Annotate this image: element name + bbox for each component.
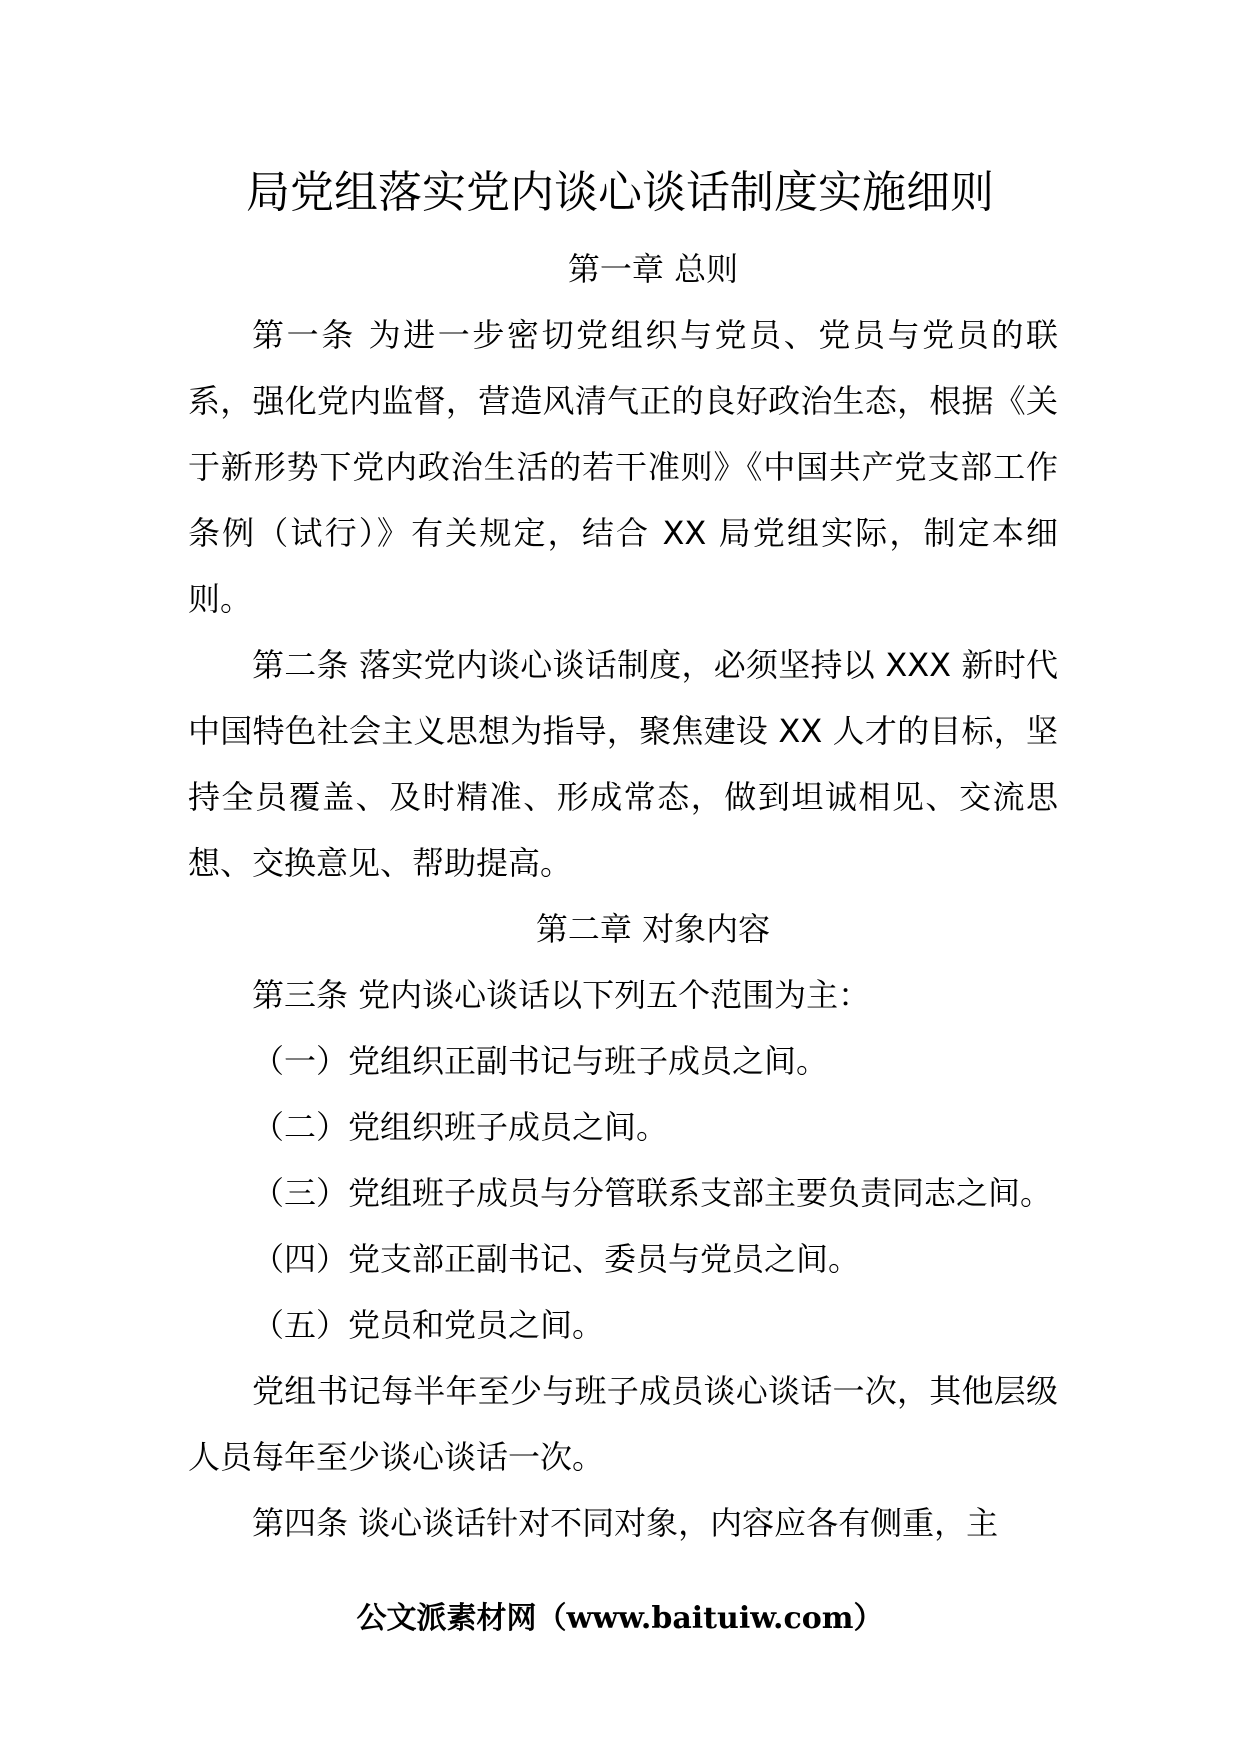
scope-item-2: （二）党组织班子成员之间。 <box>252 1108 669 1146</box>
frequency-paragraph: 党组书记每半年至少与班子成员谈心谈话一次，其他层级人员每年至少谈心谈话一次。 <box>188 1372 1058 1476</box>
chapter-heading-1: 第一章 总则 <box>567 250 739 288</box>
article-2: 第二条 落实党内谈心谈话制度，必须坚持以 XXX 新时代中国特色社会主义思想为指导，聚焦建设 XX 人才的目标，坚持全员覆盖、及时精准、形成常态，做到坦诚相见、交流思想、交换意见、帮助提高。 <box>188 646 1058 882</box>
document-body <box>188 236 1058 1556</box>
document-title: 局党组落实党内谈心谈话制度实施细则 <box>246 167 994 218</box>
scope-item-4: （四）党支部正副书记、委员与党员之间。 <box>252 1240 861 1278</box>
article-1: 第一条 为进一步密切党组织与党员、党员与党员的联系，强化党内监督，营造风清气正的良好政治生态，根据《关于新形势下党内政治生活的若干准则》《中国共产党支部工作条例（试行）》有关规定，结合 XX 局党组实际，制定本细则。 <box>188 316 1058 618</box>
footer-watermark-text: 公文派素材网（www.baituiw.com） <box>356 1601 884 1636</box>
chapter-heading-2: 第二章 对象内容 <box>535 910 771 948</box>
scope-item-3: （三）党组班子成员与分管联系支部主要负责同志之间。 <box>252 1174 1053 1212</box>
scope-item-1: （一）党组织正副书记与班子成员之间。 <box>252 1042 829 1080</box>
scope-item-5: （五）党员和党员之间。 <box>252 1306 605 1344</box>
article-3: 第三条 党内谈心谈话以下列五个范围为主： <box>252 976 871 1014</box>
article-4: 第四条 谈心谈话针对不同对象，内容应各有侧重，主 <box>252 1504 999 1542</box>
